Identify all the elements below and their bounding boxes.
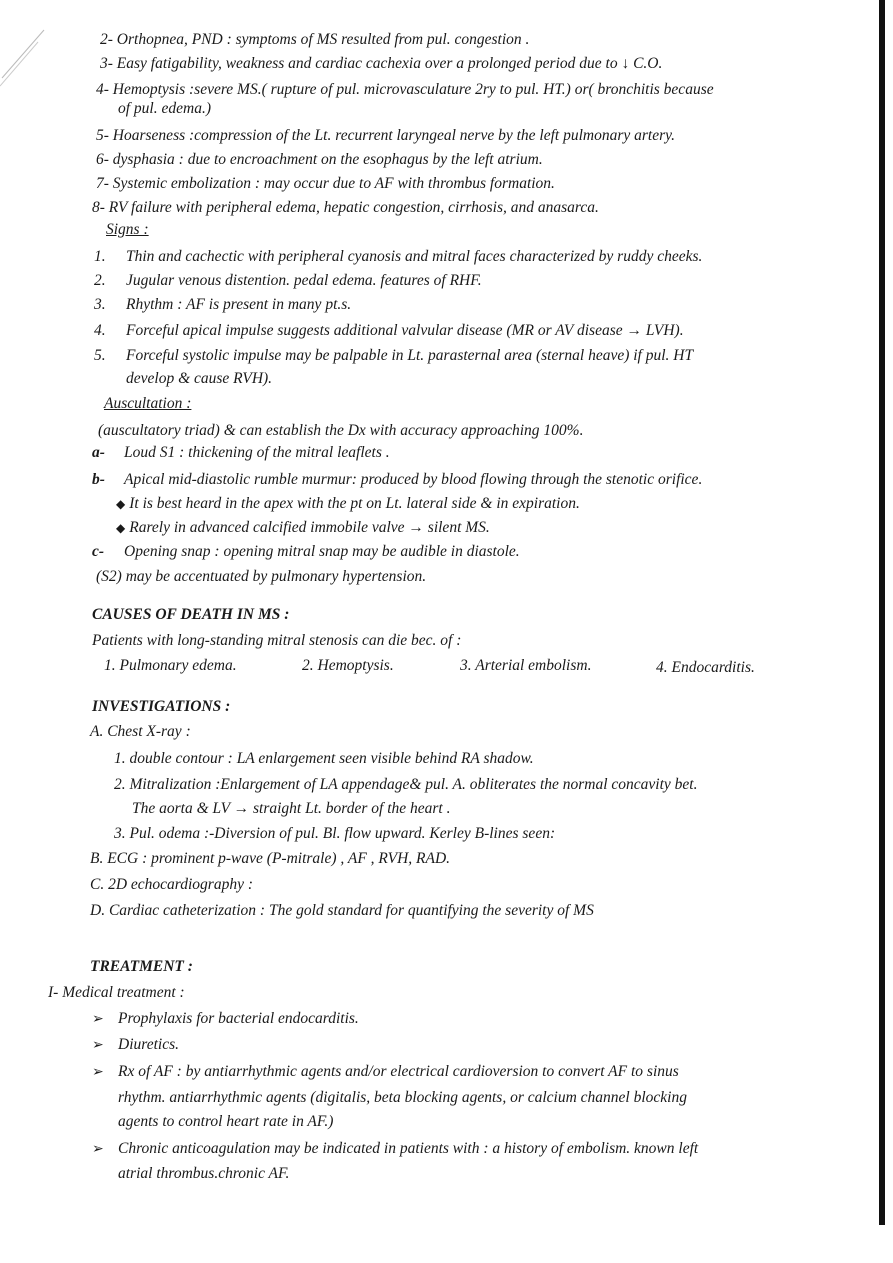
symptom-line — [96, 174, 555, 194]
symptom-line — [96, 150, 543, 170]
diamond-bullet-icon: ◆ — [116, 521, 126, 535]
treatment-heading: TREATMENT : — [90, 958, 193, 975]
symptom-line — [118, 99, 211, 119]
item-number: 4. — [94, 322, 106, 339]
arrow-bullet-icon: ➢ — [92, 1012, 104, 1027]
sign-line — [94, 247, 702, 267]
item-text: Rx of AF : by antiarrhythmic agents and/or electrical cardioversion to convert AF to sinus — [118, 1063, 679, 1080]
item-number: 3. — [94, 296, 106, 313]
investigation-a-item: 3. Pul. odema :-Diversion of pul. Bl. flow upward. Kerley B-lines seen: — [114, 825, 556, 842]
investigation-d: D. Cardiac catheterization : The gold standard for quantifying the severity of MS — [90, 902, 594, 919]
item-number: 6- — [96, 151, 109, 168]
item-text: Rarely in advanced calcified immobile valve → silent MS. — [129, 519, 490, 536]
item-text: of pul. edema.) — [118, 100, 211, 117]
item-label: c- — [92, 543, 105, 560]
item-number: 2. — [94, 272, 106, 289]
symptom-line — [92, 198, 599, 218]
treatment-item — [92, 1139, 698, 1160]
causes-heading: CAUSES OF DEATH IN MS : — [92, 606, 290, 623]
treatment-item — [92, 1062, 679, 1083]
treatment-subheading: I- Medical treatment : — [48, 984, 185, 1001]
item-text: Prophylaxis for bacterial endocarditis. — [118, 1010, 359, 1027]
sign-line — [94, 321, 684, 341]
sign-line — [94, 271, 482, 291]
item-number: 5- — [96, 127, 109, 144]
item-label: b- — [92, 471, 105, 488]
item-number: 2- — [100, 31, 113, 48]
symptom-line — [100, 30, 529, 50]
item-label: a- — [92, 444, 105, 461]
arrow-bullet-icon: ➢ — [92, 1065, 104, 1080]
item-text: Forceful systolic impulse may be palpable in Lt. parasternal area (sternal heave) if pul. HT — [126, 347, 694, 364]
item-text: Loud S1 : thickening of the mitral leaflets . — [124, 444, 390, 461]
item-text: Hemoptysis :severe MS.( rupture of pul. microvasculature 2ry to pul. HT.) or( bronchitis because — [112, 81, 714, 98]
item-text: Systemic embolization : may occur due to AF with thrombus formation. — [112, 175, 555, 192]
item-text: Forceful apical impulse suggests additional valvular disease (MR or AV disease → LVH). — [126, 322, 684, 339]
item-number: 4- — [96, 81, 109, 98]
cause-item: 1. Pulmonary edema. — [104, 657, 237, 674]
auscultation-a — [92, 443, 390, 463]
sign-line — [126, 369, 272, 389]
treatment-item — [92, 1009, 359, 1030]
arrow-bullet-icon: ➢ — [92, 1038, 104, 1053]
sign-line — [94, 346, 693, 366]
item-text: Chronic anticoagulation may be indicated in patients with : a history of embolism. known left — [118, 1140, 699, 1157]
symptom-line — [100, 54, 662, 74]
item-text: develop & cause RVH). — [126, 370, 273, 387]
investigation-b: B. ECG : prominent p-wave (P-mitrale) , AF , RVH, RAD. — [90, 850, 451, 867]
investigation-a-item: The aorta & LV → straight Lt. border of the heart . — [132, 800, 451, 817]
cause-item: 4. Endocarditis. — [656, 659, 755, 676]
auscultation-b-sub — [116, 494, 580, 514]
item-number: 7- — [96, 175, 109, 192]
item-text: Thin and cachectic with peripheral cyanosis and mitral faces characterized by ruddy cheeks. — [126, 248, 703, 265]
item-number: 3- — [100, 55, 113, 72]
item-text: Apical mid-diastolic rumble murmur: produced by blood flowing through the stenotic orifice. — [124, 471, 703, 488]
item-text: RV failure with peripheral edema, hepatic congestion, cirrhosis, and anasarca. — [108, 199, 599, 216]
cause-item: 3. Arterial embolism. — [460, 657, 592, 674]
signs-heading: Signs : — [106, 221, 149, 238]
item-text: Jugular venous distention. pedal edema. features of RHF. — [126, 272, 482, 289]
treatment-item-cont: rhythm. antiarrhythmic agents (digitalis, beta blocking agents, or calcium channel blocking — [118, 1089, 687, 1106]
symptom-line — [96, 126, 675, 146]
symptom-line — [96, 80, 714, 100]
sign-line — [94, 295, 351, 315]
item-text: It is best heard in the apex with the pt on Lt. lateral side & in expiration. — [129, 495, 580, 512]
item-text: Easy fatigability, weakness and cardiac cachexia over a prolonged period due to ↓ C.O. — [116, 55, 663, 72]
cause-item: 2. Hemoptysis. — [302, 657, 394, 674]
item-text: Opening snap : opening mitral snap may be audible in diastole. — [124, 543, 520, 560]
auscultation-intro: (auscultatory triad) & can establish the Dx with accuracy approaching 100%. — [98, 422, 584, 439]
causes-intro: Patients with long-standing mitral stenosis can die bec. of : — [92, 632, 462, 649]
auscultation-heading: Auscultation : — [104, 395, 192, 412]
investigation-a-item: 1. double contour : LA enlargement seen visible behind RA shadow. — [114, 750, 534, 767]
treatment-item — [92, 1035, 179, 1056]
treatment-item-cont: atrial thrombus.chronic AF. — [118, 1165, 290, 1182]
item-number: 8- — [92, 199, 105, 216]
investigation-c: C. 2D echocardiography : — [90, 876, 254, 893]
corner-pencil-mark — [0, 20, 60, 90]
item-number: 5. — [94, 347, 106, 364]
auscultation-c — [92, 542, 520, 562]
arrow-bullet-icon: ➢ — [92, 1142, 104, 1157]
item-text: Diuretics. — [118, 1036, 179, 1053]
diamond-bullet-icon: ◆ — [116, 497, 126, 511]
item-text: Rhythm : AF is present in many pt.s. — [126, 296, 352, 313]
item-text: dysphasia : due to encroachment on the esophagus by the left atrium. — [112, 151, 543, 168]
treatment-item-cont: agents to control heart rate in AF.) — [118, 1113, 334, 1130]
item-text: Orthopnea, PND : symptoms of MS resulted from pul. congestion . — [116, 31, 530, 48]
auscultation-b-sub — [116, 518, 490, 538]
investigation-a: A. Chest X-ray : — [90, 723, 191, 740]
scan-edge-bar — [879, 0, 885, 1225]
item-number: 1. — [94, 248, 106, 265]
investigations-heading: INVESTIGATIONS : — [92, 698, 231, 715]
auscultation-s2: (S2) may be accentuated by pulmonary hypertension. — [96, 568, 427, 585]
auscultation-b — [92, 470, 702, 490]
investigation-a-item: 2. Mitralization :Enlargement of LA appendage& pul. A. obliterates the normal concavity bet. — [114, 776, 698, 793]
item-text: Hoarseness :compression of the Lt. recurrent laryngeal nerve by the left pulmonary artery. — [112, 127, 676, 144]
